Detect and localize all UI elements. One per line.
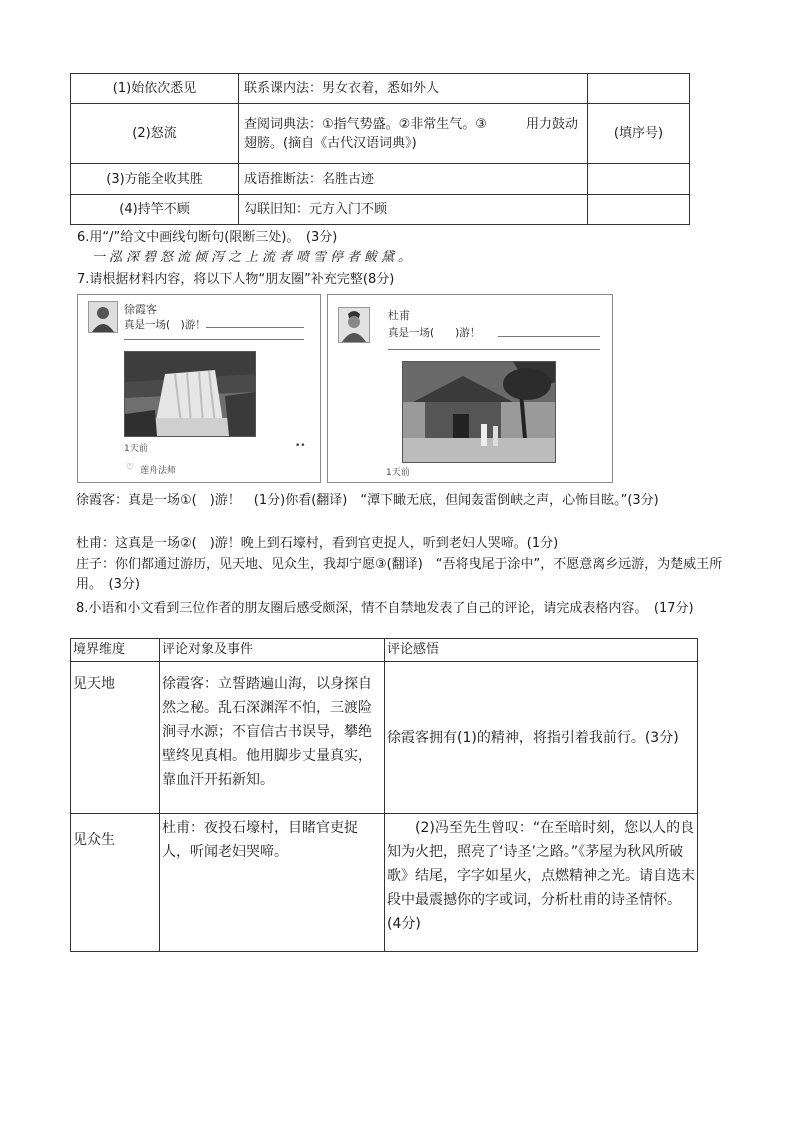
card-name: 徐霞客 (124, 303, 157, 316)
question-7-prompt: 7.请根据材料内容，将以下人物“朋友圈”补充完整(8分) (77, 272, 395, 287)
like-name: 莲舟法师 (140, 466, 177, 476)
table-header-row (71, 639, 698, 662)
answer-line (388, 349, 600, 350)
comment-cell: 徐霞客拥有(1)的精神，将指引着我前行。(3分) (385, 662, 698, 814)
moments-card-xu (77, 294, 321, 483)
card-line: 真是一场( )游！ (124, 319, 206, 331)
event-cell: 杜甫：夜投石壕村，目睹官吏捉人，听闻老妇哭啼。 (160, 814, 385, 952)
question-6-prompt: 6.用“/”给文中画线句断句(限断三处)。 (3分) (77, 230, 338, 245)
answer-du: 杜甫：这真是一场②( )游！晚上到石壕村，看到官吏捉人，听到老妇人哭啼。(1分) (76, 536, 559, 551)
thatched-cottage-photo (402, 361, 556, 463)
answer-line (206, 327, 304, 328)
table-row (71, 74, 690, 104)
avatar (338, 307, 370, 343)
note-cell (588, 74, 690, 104)
answer-xu: 徐霞客：真是一场①( )游！ (1分)你看(翻译) “潭下瞰无底，但闻轰雷倒峡之声，心怖目眩。”(3分) (76, 493, 659, 508)
table-row (71, 662, 698, 814)
word-cell: (3)方能全收其胜 (71, 164, 239, 195)
post-time: 1天前 (124, 444, 148, 454)
column-header: 境界维度 (71, 639, 160, 662)
table-row (71, 164, 690, 195)
heart-icon[interactable]: ♡ (126, 463, 135, 473)
method-cell: 查阅词典法：①指气势盛。②非常生气。③ 用力鼓动翅膀。(摘自《古代汉语词典》) (239, 104, 588, 164)
answer-line (498, 336, 600, 337)
comment-cell: (2)冯至先生曾叹：“在至暗时刻，您以人的良知为火把，照亮了‘诗圣’之路。”《茅屋为秋风所破歌》结尾，字字如星火，点燃精神之光。请自选末段中最震撼你的字或词，分析杜甫的诗圣情怀。(4分) (385, 814, 698, 952)
question-6-sentence: 一泓深碧怒流倾泻之上流者喷雪停者鲅黛。 (92, 250, 416, 265)
comment-table (70, 638, 698, 952)
table-row (71, 814, 698, 952)
table-row (71, 195, 690, 225)
answer-zhuang: 庄子：你们都通过游历，见天地、见众生，我却宁愿③(翻译) “吾将曳尾于涂中”，不愿意离乡远游，为楚威王所用。 (3分) (76, 557, 723, 592)
word-cell: (4)持竿不顾 (71, 195, 239, 225)
method-cell: 联系课内法：男女衣着，悉如外人 (239, 74, 588, 104)
word-method-table (70, 73, 690, 225)
card-line: 真是一场( )游！ (388, 327, 481, 339)
moments-card-du (327, 294, 613, 483)
card-name: 杜甫 (388, 309, 410, 322)
avatar (88, 301, 118, 333)
waterfall-photo (124, 351, 256, 437)
answer-line (124, 339, 304, 340)
table-row (71, 104, 690, 164)
method-cell: 成语推断法：名胜古迹 (239, 164, 588, 195)
word-cell: (1)始依次悉见 (71, 74, 239, 104)
event-cell: 徐霞客：立誓踏遍山海，以身探自然之秘。乱石深渊浑不怕，三渡险涧寻水源；不盲信古书误导，攀绝壁终见真相。他用脚步丈量真实，靠血汗开拓新知。 (160, 662, 385, 814)
more-dots-icon[interactable]: •• (295, 441, 306, 451)
note-cell (588, 164, 690, 195)
method-cell: 勾联旧知：元方入门不顾 (239, 195, 588, 225)
note-cell (588, 195, 690, 225)
question-8-prompt: 8.小语和小文看到三位作者的朋友圈后感受颇深，情不自禁地发表了自己的评论，请完成表格内容。 (17分) (76, 601, 694, 616)
column-header: 评论感悟 (385, 639, 698, 662)
dimension-cell: 见天地 (71, 662, 160, 814)
note-cell: (填序号) (588, 104, 690, 164)
post-time: 1天前 (386, 468, 410, 478)
column-header: 评论对象及事件 (160, 639, 385, 662)
dimension-cell: 见众生 (71, 814, 160, 952)
word-cell: (2)怒流 (71, 104, 239, 164)
